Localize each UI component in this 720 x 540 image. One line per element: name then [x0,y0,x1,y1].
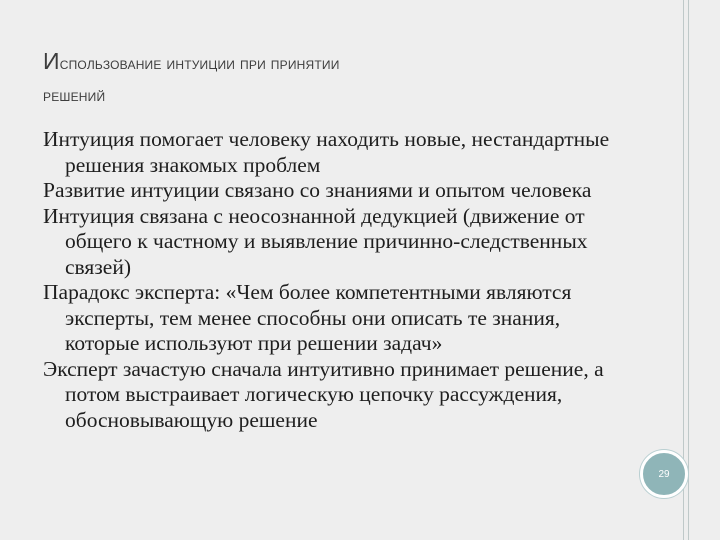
title-first-letter: И [43,48,60,74]
body-paragraph: Парадокс эксперта: «Чем более компетентными являются эксперты, тем менее способны они описать те знания, которые используют при решении задач» [43,280,572,355]
slide-body [43,127,623,433]
right-decorative-rule-inner [688,0,689,540]
body-paragraph: Развитие интуиции связано со знаниями и опытом человека [43,178,592,202]
slide-title [43,45,643,112]
title-line-2: решений [43,86,106,105]
body-paragraph: Интуиция помогает человеку находить новые, нестандартные решения знакомых проблем [43,127,610,177]
title-line-1: спользование интуиции при принятии [59,54,340,73]
page-number-badge: 29 [640,450,688,498]
body-paragraph: Интуиция связана с неосознанной дедукцией (движение от общего к частному и выявление причинно-следственных связей) [43,203,588,279]
body-paragraph: Эксперт зачастую сначала интуитивно принимает решение, а потом выстраивает логическую цепочку рассуждения, обосновывающую решение [43,356,604,432]
